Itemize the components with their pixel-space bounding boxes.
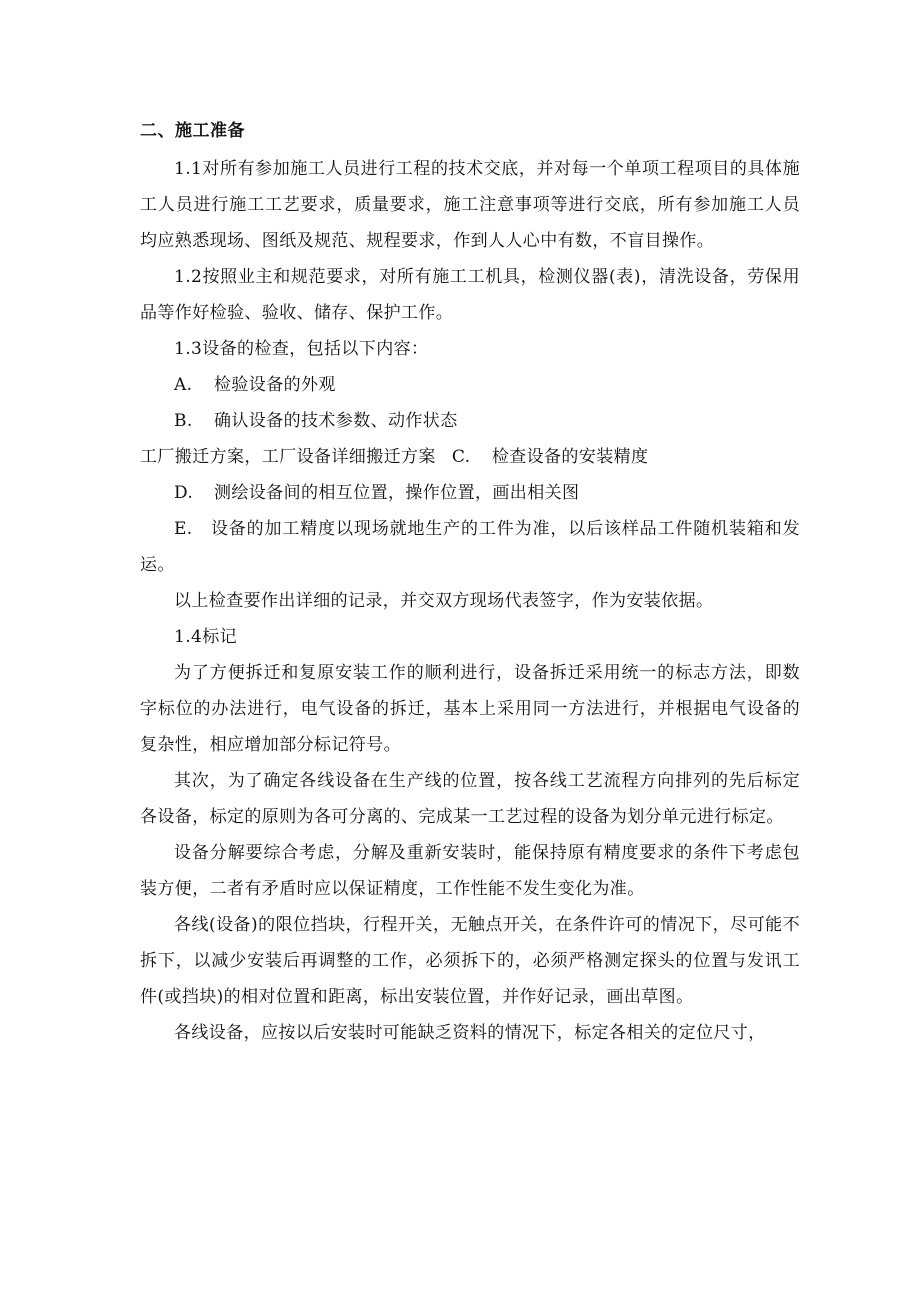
paragraph-1-2: 1.2按照业主和规范要求，对所有施工工机具，检测仪器(表)，清洗设备，劳保用品等作好检验、验收、储存、保护工作。: [140, 267, 800, 323]
paragraph-marking-4: 各线(设备)的限位挡块，行程开关，无触点开关，在条件许可的情况下，尽可能不拆下，以减少安装后再调整的工作，必须拆下的，必须严格测定探头的位置与发讯工件(或挡块)的相对位置和距离，标出安装位置，并作好记录，画出草图。: [140, 915, 800, 1007]
list-item-e: E. 设备的加工精度以现场就地生产的工件为准，以后该样品工件随机装箱和发运。: [140, 519, 800, 575]
list-marker-b: B.: [174, 411, 193, 431]
list-text-a: 检验设备的外观: [214, 375, 336, 395]
paragraph-1-3: 1.3设备的检查，包括以下内容：: [174, 339, 429, 359]
list-marker-c: C.: [451, 447, 471, 467]
section-heading: 二、施工准备: [140, 121, 245, 141]
list-item-b: [140, 403, 800, 439]
list-text-b: 确认设备的技术参数、动作状态: [214, 411, 458, 431]
paragraph-check-record: 以上检查要作出详细的记录，并交双方现场代表签字，作为安装依据。: [174, 591, 714, 611]
paragraph-marking-1: 为了方便拆迁和复原安装工作的顺利进行，设备拆迁采用统一的标志方法，即数字标位的办法进行，电气设备的拆迁，基本上采用同一方法进行，并根据电气设备的复杂性，相应增加部分标记符号。: [140, 663, 800, 755]
paragraph-marking-3: 设备分解要综合考虑，分解及重新安装时，能保持原有精度要求的条件下考虑包装方便，二者有矛盾时应以保证精度，工作性能不发生变化为准。: [140, 843, 800, 899]
document-page: [140, 113, 800, 1051]
list-prefix-c: 工厂搬迁方案，工厂设备详细搬迁方案: [140, 447, 436, 467]
list-item-a: [140, 367, 800, 403]
paragraph-marking-5: 各线设备，应按以后安装时可能缺乏资料的情况下，标定各相关的定位尺寸，: [174, 1023, 766, 1043]
list-text-c: 检查设备的安装精度: [491, 447, 649, 467]
list-marker-a: A.: [174, 375, 193, 395]
list-marker-d: D.: [174, 483, 194, 503]
paragraph-1-1: 1.1对所有参加施工人员进行工程的技术交底，并对每一个单项工程项目的具体施工人员进行施工工艺要求，质量要求，施工注意事项等进行交底，所有参加施工人员均应熟悉现场、图纸及规范、规程要求，作到人人心中有数，不盲目操作。: [140, 159, 800, 251]
list-item-c: [140, 439, 800, 475]
paragraph-marking-2: 其次，为了确定各线设备在生产线的位置，按各线工艺流程方向排列的先后标定各设备，标定的原则为各可分离的、完成某一工艺过程的设备为划分单元进行标定。: [140, 771, 800, 827]
list-item-d: [140, 475, 800, 511]
paragraph-1-4: 1.4标记: [174, 627, 238, 647]
list-text-d: 测绘设备间的相互位置，操作位置，画出相关图: [214, 483, 580, 503]
